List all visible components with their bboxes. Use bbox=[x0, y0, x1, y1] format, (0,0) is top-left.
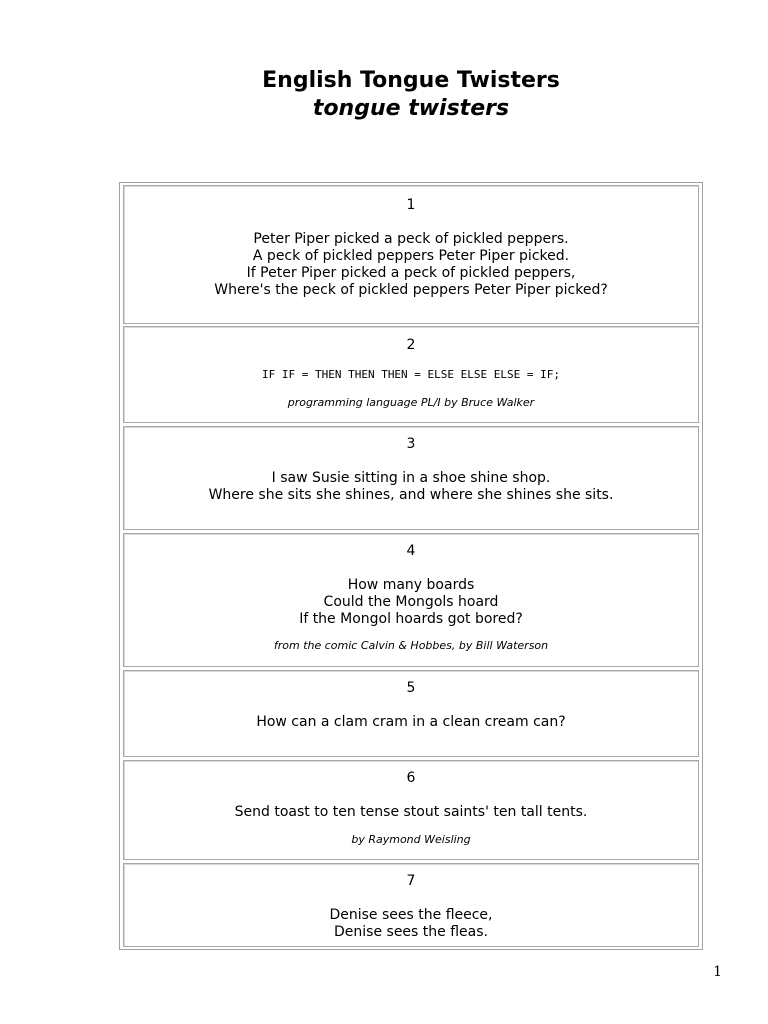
twister-line: Could the Mongols hoard bbox=[323, 594, 499, 610]
twister-code-line: IF IF = THEN THEN THEN = ELSE ELSE ELSE = IF; bbox=[261, 368, 560, 381]
twister-line: A peck of pickled peppers Peter Piper picked. bbox=[252, 248, 570, 264]
twister-number: 3 bbox=[406, 436, 416, 452]
twister-cell-3 bbox=[123, 426, 699, 530]
twister-number: 6 bbox=[406, 770, 416, 786]
twister-line: Denise sees the fleas. bbox=[334, 924, 488, 940]
twister-number: 2 bbox=[406, 337, 416, 353]
twister-table bbox=[119, 182, 703, 950]
twister-cell-6 bbox=[123, 760, 699, 860]
twister-credit: from the comic Calvin & Hobbes, by Bill Waterson bbox=[273, 639, 549, 652]
twister-cell-1 bbox=[123, 185, 699, 324]
twister-number: 7 bbox=[406, 873, 416, 889]
twister-line: Where's the peck of pickled peppers Peter Piper picked? bbox=[214, 282, 608, 298]
twister-cell-2 bbox=[123, 326, 699, 423]
twister-line: If Peter Piper picked a peck of pickled peppers, bbox=[246, 265, 576, 281]
twister-credit: by Raymond Weisling bbox=[351, 833, 471, 846]
twister-number: 5 bbox=[406, 680, 416, 696]
twister-line: I saw Susie sitting in a shoe shine shop. bbox=[271, 470, 551, 486]
twister-line: How many boards bbox=[347, 577, 475, 593]
twister-line: If the Mongol hoards got bored? bbox=[299, 611, 523, 627]
twister-number: 1 bbox=[406, 197, 416, 213]
twister-number: 4 bbox=[406, 543, 416, 559]
page-number: 1 bbox=[713, 964, 722, 980]
twister-cell-5 bbox=[123, 670, 699, 757]
twister-cell-7 bbox=[123, 863, 699, 947]
title-block bbox=[0, 67, 768, 123]
twister-line: How can a clam cram in a clean cream can? bbox=[256, 714, 566, 730]
twister-cell-4 bbox=[123, 533, 699, 667]
twister-line: Denise sees the fleece, bbox=[329, 907, 493, 923]
twister-credit: programming language PL/I by Bruce Walker bbox=[287, 396, 535, 409]
twister-line: Where she sits she shines, and where she shines she sits. bbox=[208, 487, 614, 503]
twister-line: Send toast to ten tense stout saints' ten tall tents. bbox=[234, 804, 588, 820]
twister-line: Peter Piper picked a peck of pickled peppers. bbox=[253, 231, 569, 247]
document-title: English Tongue Twisters bbox=[262, 68, 560, 93]
document-subtitle: tongue twisters bbox=[312, 96, 510, 121]
